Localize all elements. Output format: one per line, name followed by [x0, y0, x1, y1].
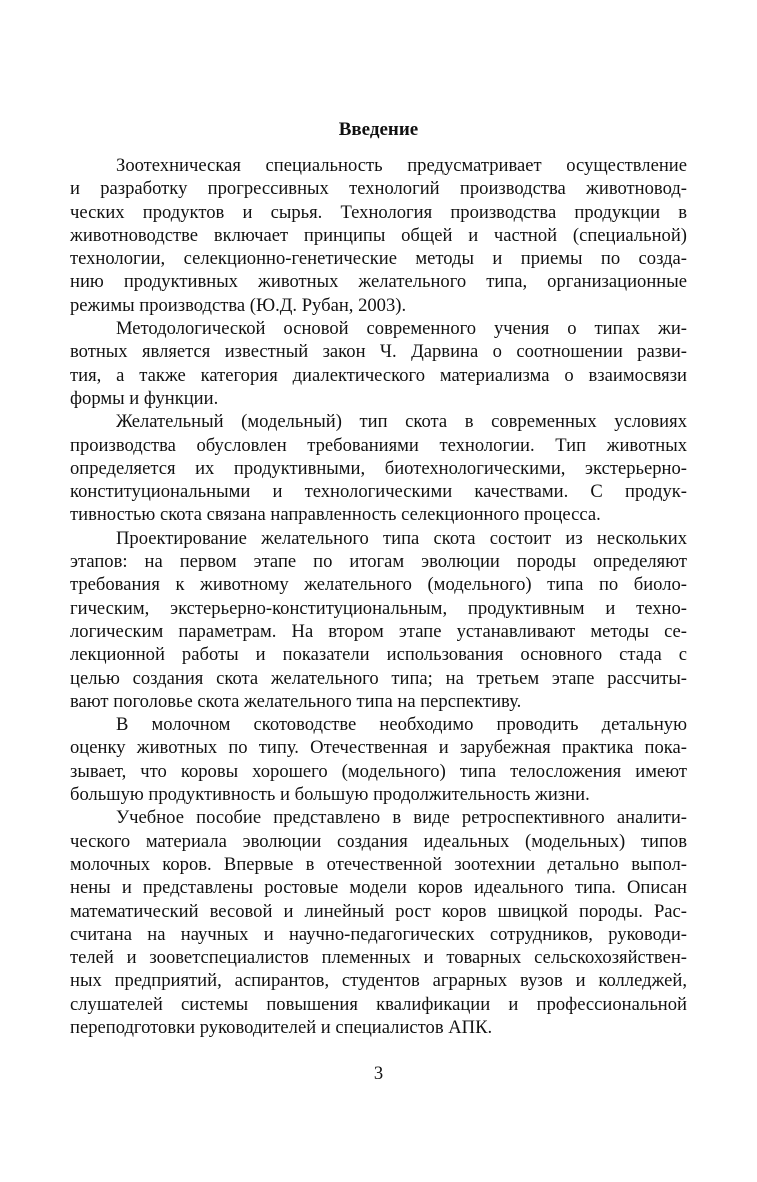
- text-line: Желательный (модельный) тип скота в современных условиях: [116, 411, 687, 433]
- text-line: В молочном скотоводстве необходимо проводить детальную: [116, 714, 687, 736]
- paragraph-6: [70, 806, 687, 1039]
- text-line: большую продуктивность и большую продолжительность жизни.: [70, 784, 590, 806]
- text-line: молочных коров. Впервые в отечественной зоотехнии детально выпол-: [70, 853, 687, 875]
- text-line: математический весовой и линейный рост коров швицкой породы. Рас-: [70, 900, 687, 922]
- text-line: формы и функции.: [70, 387, 219, 409]
- text-line: режимы производства (Ю.Д. Рубан, 2003).: [70, 294, 407, 316]
- paragraph-1: [70, 154, 687, 317]
- text-line: считана на научных и научно-педагогических сотрудников, руководи-: [70, 923, 687, 945]
- text-line: производства обусловлен требованиями технологии. Тип животных: [70, 434, 687, 456]
- text-line: конституциональными и технологическими качествами. С продук-: [70, 481, 687, 503]
- text-line: телей и зооветспециалистов племенных и товарных сельскохозяйствен-: [70, 947, 687, 969]
- paragraph-5: [70, 713, 687, 806]
- text-line: тия, а также категория диалектического материализма о взаимосвязи: [70, 364, 687, 386]
- text-line: животноводстве включает принципы общей и частной (специальной): [70, 224, 687, 246]
- page-title: Введение: [338, 119, 419, 140]
- text-line: зывает, что коровы хорошего (модельного) типа телосложения имеют: [70, 760, 687, 782]
- text-line: оценку животных по типу. Отечественная и зарубежная практика пока-: [70, 737, 687, 759]
- page-body: [70, 118, 687, 1039]
- text-line: вотных является известный закон Ч. Дарвина о соотношении разви-: [70, 341, 687, 363]
- text-line: переподготовки руководителей и специалистов АПК.: [70, 1016, 493, 1038]
- text-line: нены и представлены ростовые модели коров идеального типа. Описан: [70, 877, 687, 899]
- text-line: нию продуктивных животных желательного типа, организационные: [70, 271, 687, 293]
- text-line: Методологической основой современного учения о типах жи-: [116, 318, 687, 340]
- text-line: ческих продуктов и сырья. Технология производства продукции в: [70, 201, 687, 223]
- text-line: технологии, селекционно-генетические методы и приемы по созда-: [70, 248, 687, 270]
- text-line: слушателей системы повышения квалификации и профессиональной: [70, 993, 687, 1015]
- text-line: вают поголовье скота желательного типа на перспективу.: [70, 690, 522, 712]
- text-line: определяется их продуктивными, биотехнологическими, экстерьерно-: [70, 457, 687, 479]
- paragraph-4: [70, 527, 687, 713]
- text-line: гическим, экстерьерно-конституциональным, продуктивным и техно-: [70, 597, 687, 619]
- text-line: ческого материала эволюции создания идеальных (модельных) типов: [70, 830, 687, 852]
- text-line: целью создания скота желательного типа; на третьем этапе рассчиты-: [70, 667, 687, 689]
- page-number: 3: [373, 1063, 384, 1084]
- text-line: требования к животному желательного (модельного) типа по биоло-: [70, 574, 687, 596]
- text-line: логическим параметрам. На втором этапе устанавливают методы се-: [70, 620, 687, 642]
- text-line: тивностью скота связана направленность селекционного процесса.: [70, 504, 601, 526]
- text-line: Проектирование желательного типа скота состоит из нескольких: [116, 527, 687, 549]
- paragraph-3: [70, 410, 687, 526]
- text-line: лекционной работы и показатели использования основного стада с: [70, 644, 687, 666]
- text-line: и разработку прогрессивных технологий производства животновод-: [70, 178, 687, 200]
- text-line: этапов: на первом этапе по итогам эволюции породы определяют: [70, 551, 687, 573]
- text-line: Учебное пособие представлено в виде ретроспективного аналити-: [116, 807, 687, 829]
- paragraph-2: [70, 317, 687, 410]
- text-line: ных предприятий, аспирантов, студентов аграрных вузов и колледжей,: [70, 970, 687, 992]
- text-line: Зоотехническая специальность предусматривает осуществление: [116, 155, 687, 176]
